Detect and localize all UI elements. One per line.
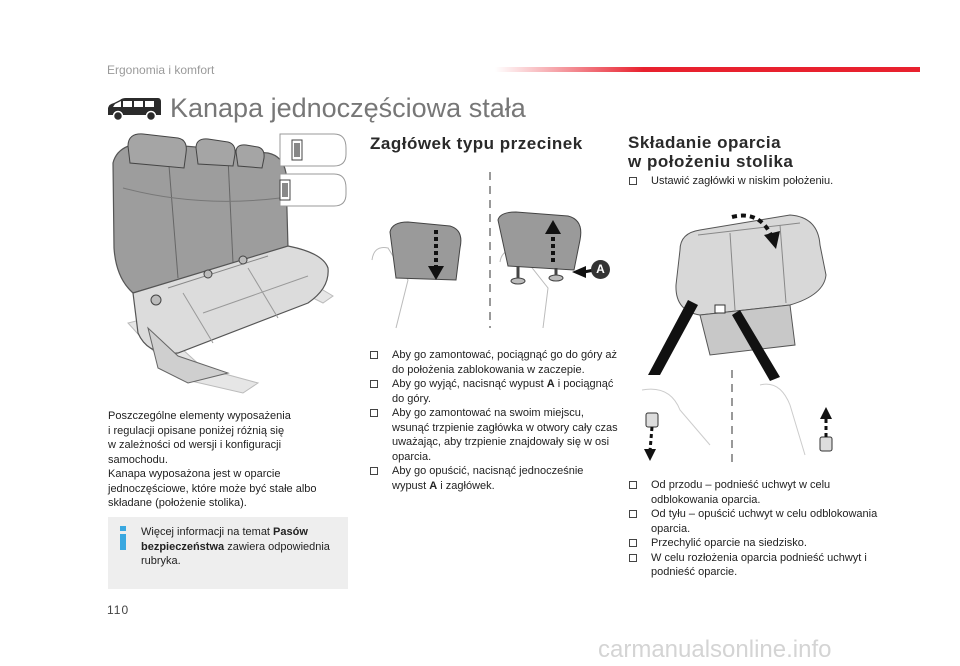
intro-line: samochodu. — [108, 453, 168, 466]
headrest-instructions — [370, 348, 620, 493]
info-icon — [118, 526, 128, 550]
info-suffix: zawiera odpowiednia rubryka. — [141, 540, 330, 567]
list-item — [370, 406, 620, 464]
list-item: Od przodu – podnieść uchwyt w celu odblokowania oparcia. — [629, 478, 879, 507]
intro-line: Poszczególne elementy wyposażenia — [108, 410, 291, 422]
bullet-text: Aby go zamontować, pociągnąć go do góry aż do położenia zablokowania w zaczepie. — [392, 349, 618, 376]
bullet-text: i pociągnąć do góry. — [392, 378, 614, 405]
info-prefix: Więcej informacji na temat — [141, 526, 274, 538]
info-bold-link: Pasów bezpieczeństwa — [141, 526, 308, 553]
intro-text — [108, 409, 338, 511]
page-title: Kanapa jednoczęściowa stała — [170, 93, 526, 123]
bullet-bold: A — [429, 479, 438, 492]
list-item — [370, 377, 620, 406]
info-box — [108, 517, 348, 589]
intro-line: w zależności od wersji i konfiguracji — [108, 439, 282, 451]
folding-backrest-illustration — [640, 205, 840, 475]
bullet-text: Aby go opuścić, nacisnąć jednocześnie wypust — [392, 465, 584, 492]
page-number: 110 — [107, 603, 130, 617]
van-top-view-diagram — [272, 130, 350, 210]
folding-title — [628, 133, 793, 171]
label-a-badge: A — [591, 260, 610, 279]
van-icon — [106, 96, 162, 122]
list-item: Ustawić zagłówki w niskim położeniu. — [629, 174, 899, 189]
headrest-illustration — [368, 170, 618, 330]
bullet-bold: A — [546, 378, 555, 390]
list-item — [370, 464, 620, 493]
list-item: Od tyłu – opuścić uchwyt w celu odblokowania oparcia. — [629, 507, 879, 536]
info-box-text — [141, 525, 341, 569]
list-item — [370, 348, 620, 377]
intro-line: Kanapa wyposażona jest w oparcie — [108, 468, 281, 480]
folding-title-line: w położeniu stolika — [628, 152, 794, 171]
list-item: Przechylić oparcie na siedzisko. — [629, 536, 879, 551]
folding-first-instruction — [629, 174, 899, 189]
header-accent-bar — [495, 67, 920, 72]
section-label: Ergonomia i komfort — [107, 63, 215, 77]
intro-line: i regulacji opisane poniżej różnią się — [108, 424, 285, 437]
headrest-title: Zagłówek typu przecinek — [370, 134, 583, 153]
intro-line: składane (położenie stolika). — [108, 497, 247, 509]
watermark: carmanualsonline.info — [598, 636, 832, 663]
bullet-text: Aby go zamontować na swoim miejscu, wsunąć trzpienie zagłówka w otwory cały czas uważając, aby trzpienie znajdowały się w osi oparcia. — [392, 407, 618, 463]
folding-instructions — [629, 478, 879, 580]
bullet-text: Aby go wyjąć, nacisnąć wypust — [392, 378, 547, 390]
list-item: W celu rozłożenia oparcia podnieść uchwyt i podnieść oparcie. — [629, 551, 879, 580]
intro-line: jednoczęściowe, które może być stałe albo — [108, 482, 317, 495]
bullet-text: i zagłówek. — [437, 479, 495, 492]
folding-title-line: Składanie oparcia — [628, 133, 782, 152]
